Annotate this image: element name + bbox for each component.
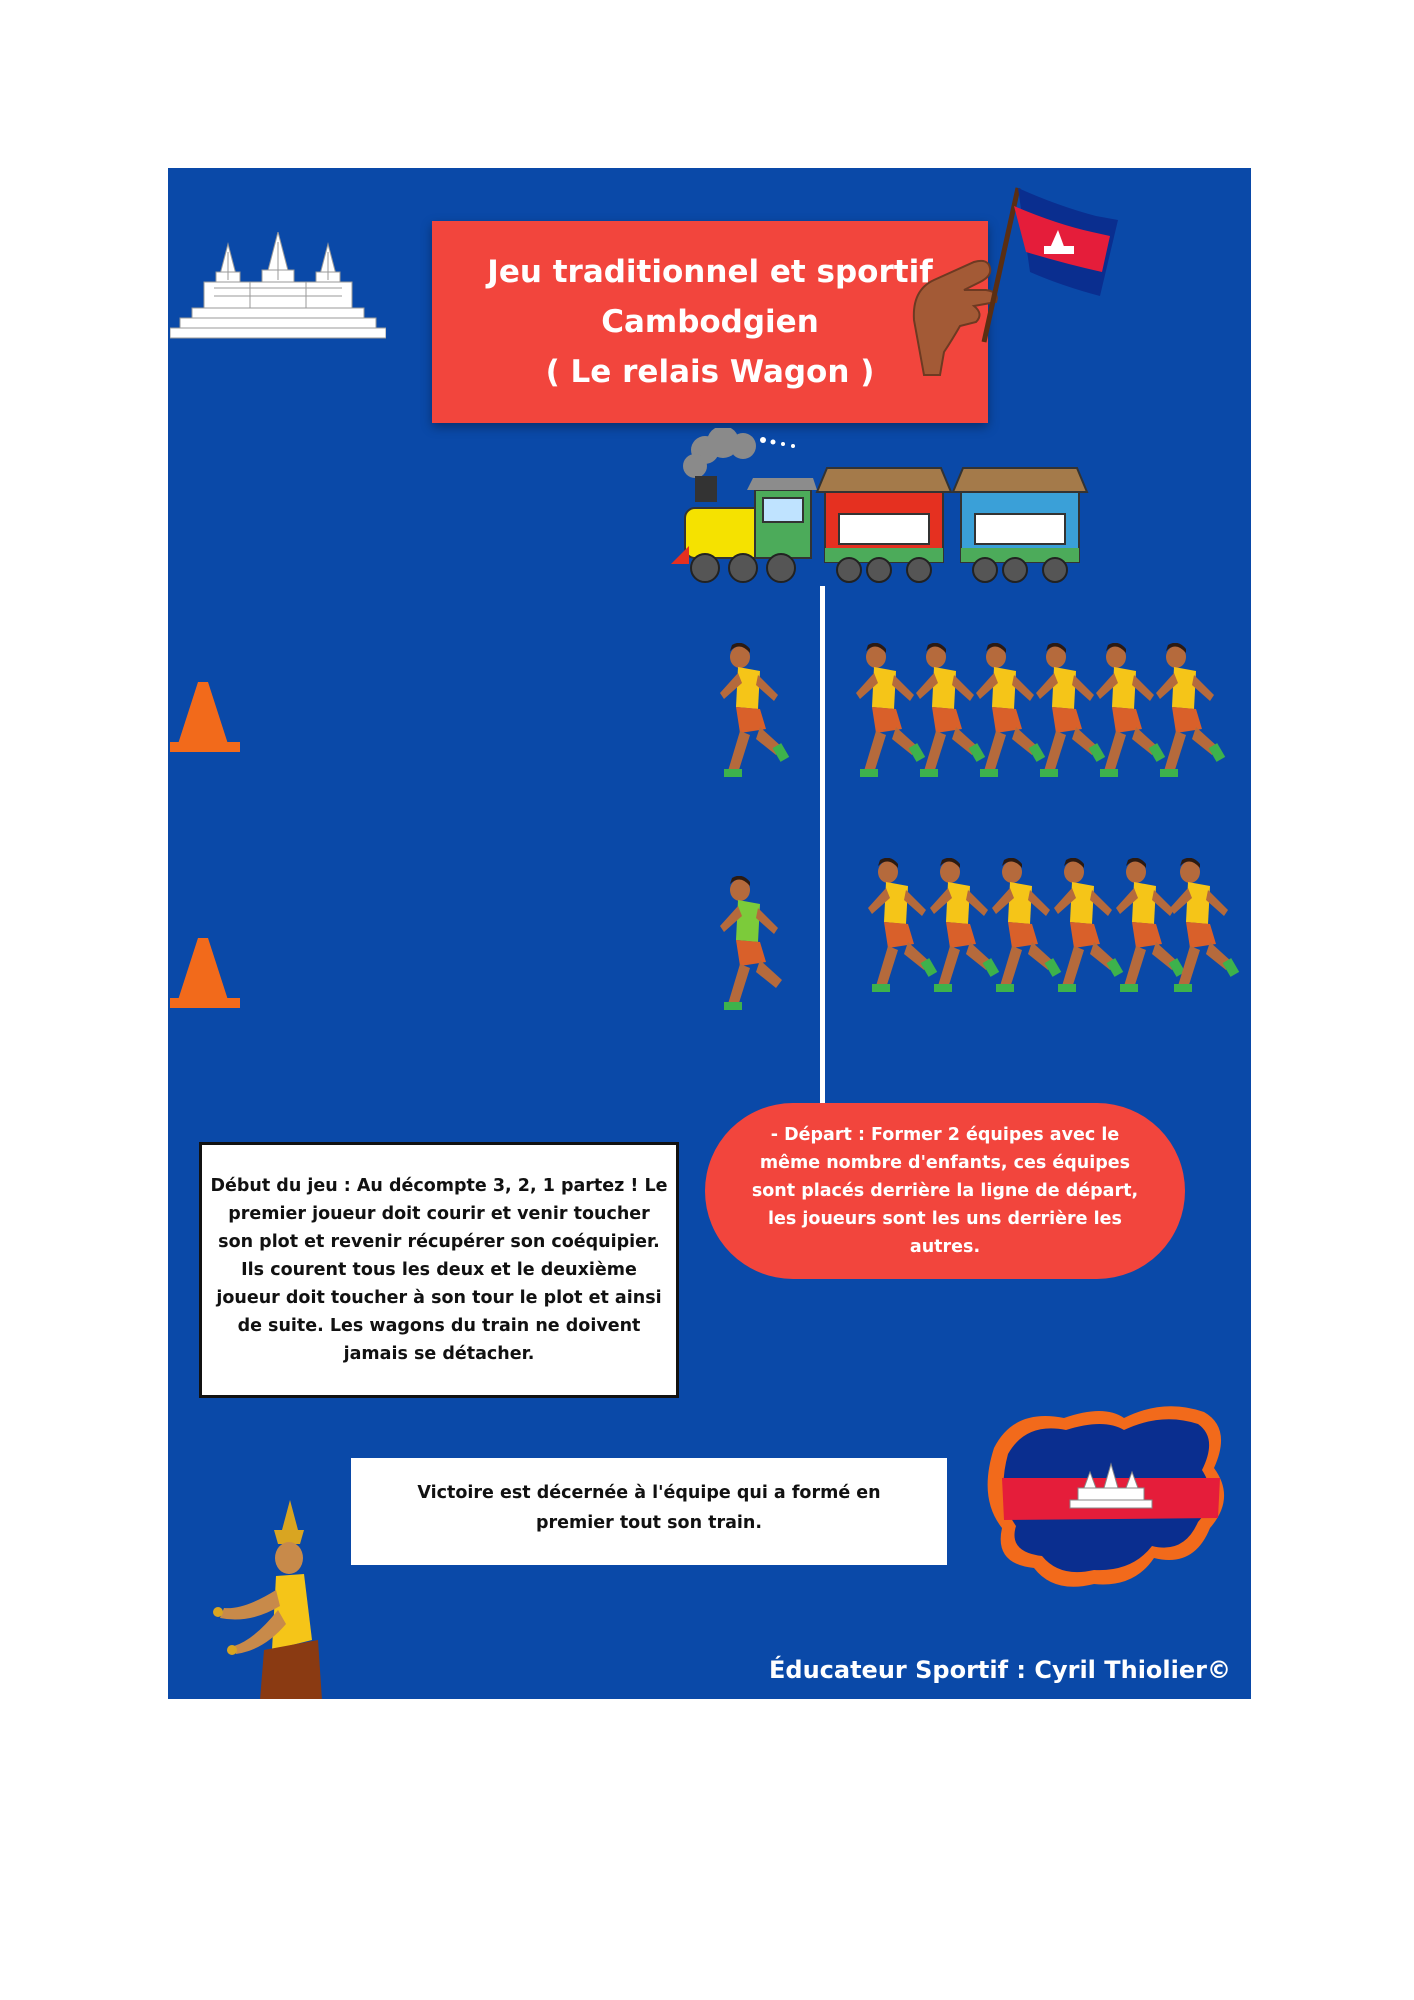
- start-line: [820, 586, 825, 1106]
- runner-icon: [1170, 858, 1250, 998]
- title-line-1: Jeu traditionnel et sportif: [487, 254, 933, 290]
- runner-icon: [1156, 643, 1236, 783]
- depart-text: - Départ : Former 2 équipes avec le même nombre d'enfants, ces équipes sont placés derrière la ligne de départ, les joueurs sont les uns derrière les autres.: [751, 1125, 1139, 1257]
- debut-text: Début du jeu : Au décompte 3, 2, 1 partez ! Le premier joueur doit courir et venir toucher son plot et revenir récupérer son coéquipier. Ils courent tous les deux et le deuxième joueur doit toucher à son tour le plot et ainsi de suite. Les wagons du train ne doivent jamais se détacher.: [210, 1176, 668, 1364]
- runner-icon: [720, 643, 800, 783]
- cambodia-map-icon: [974, 1388, 1236, 1600]
- victoire-text: Victoire est décernée à l'équipe qui a formé en premier tout son train.: [417, 1483, 881, 1533]
- debut-box: [199, 1142, 679, 1398]
- train-icon: [665, 428, 1095, 588]
- poster: [168, 168, 1251, 1699]
- cone-icon: [170, 934, 242, 1012]
- runner-icon-green: [720, 876, 800, 1016]
- depart-box: [705, 1103, 1185, 1279]
- title-line-3: ( Le relais Wagon ): [545, 354, 875, 390]
- angkor-temple-icon: [170, 232, 386, 342]
- cambodia-flag-icon: [978, 176, 1128, 346]
- title-line-2: Cambodgien: [601, 304, 819, 340]
- credit-text: Éducateur Sportif : Cyril Thiolier©: [769, 1656, 1231, 1684]
- victoire-box: [351, 1458, 947, 1565]
- cone-icon: [170, 678, 242, 756]
- apsara-dancer-icon: [194, 1500, 324, 1699]
